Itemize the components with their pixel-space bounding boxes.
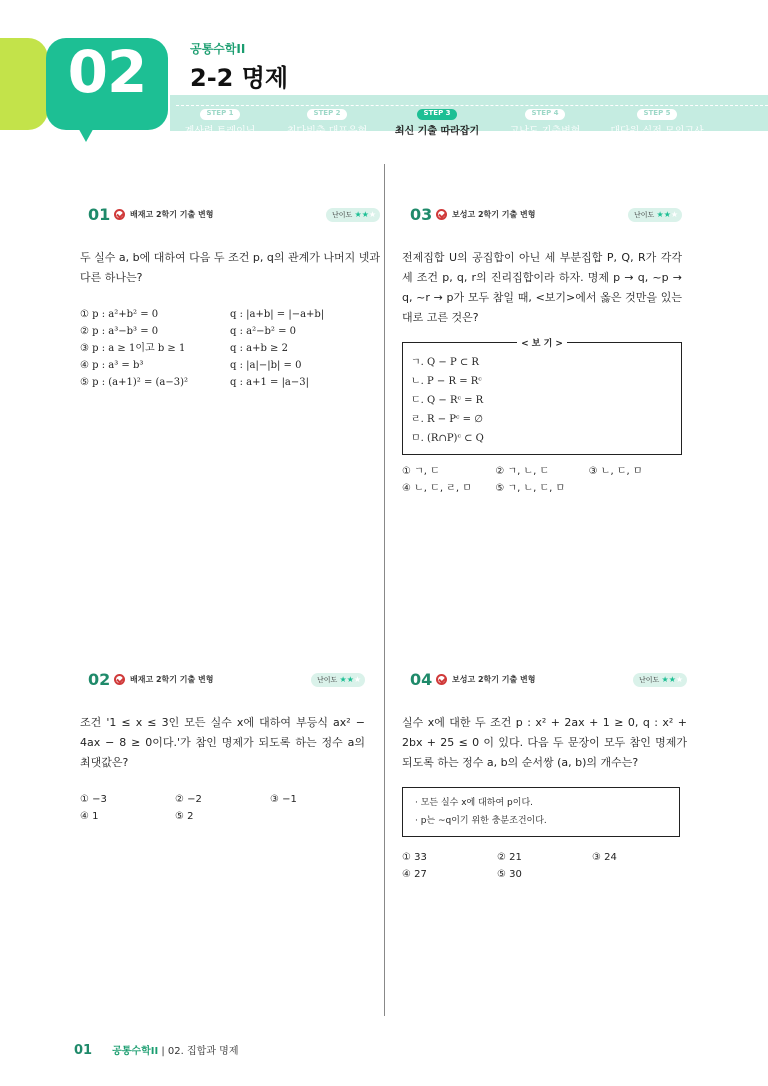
option[interactable]: ⑤ 30: [497, 869, 522, 880]
page-title: 2-2 명제: [190, 64, 289, 92]
answer-options: [402, 463, 682, 497]
difficulty-stars: ★★: [656, 210, 671, 219]
question-text: 실수 x에 대한 두 조건 p : x² + 2ax + 1 ≥ 0, q : x² + 2bx + 25 ≤ 0 이 있다. 다음 두 문장이 모두 참인 명제가 되도록 하는 정수 a, b의 순서쌍 (a, b)의 개수는?: [402, 716, 687, 769]
option-spacer: [589, 480, 682, 497]
check-icon: [114, 209, 125, 220]
bogi-item: ㄹ. R − Pᶜ = ∅: [411, 414, 483, 425]
problem-source: 보성고 2학기 기출 변형: [452, 210, 536, 219]
option-p: ② p : a³−b³ = 0: [80, 326, 159, 337]
option-q: q : a²−b² = 0: [230, 326, 296, 337]
problem-number: 04: [410, 670, 433, 689]
bogi-item: ㄴ. P − R = Rᶜ: [411, 376, 482, 387]
difficulty-badge: [633, 673, 687, 687]
step-label: 최다빈출 대표유형: [286, 126, 368, 137]
page-footer: [74, 1042, 238, 1058]
option[interactable]: ② ㄱ, ㄴ, ㄷ: [495, 466, 550, 477]
star-icon: [355, 210, 377, 219]
problem-04: [402, 670, 687, 883]
problem-number: 03: [410, 205, 433, 224]
problem-header: [402, 670, 687, 691]
question-text: 전제집합 U의 공집합이 아닌 세 부분집합 P, Q, R가 각각 세 조건 p, q, r의 진리집합이라 하자. 명제 p → q, ~p → q, ~r → p가 모두 참일 때, <보기>에서 옳은 것만을 있는 대로 고른 것은?: [402, 251, 682, 324]
difficulty-label: 난이도: [639, 676, 660, 684]
problem-number: 01: [88, 205, 111, 224]
star-icon: [662, 675, 684, 684]
page-number: 01: [74, 1043, 93, 1058]
step-1[interactable]: [165, 100, 275, 137]
bogi-box: [402, 339, 682, 455]
column-divider: [384, 164, 385, 1016]
option-row[interactable]: [80, 374, 380, 391]
star-icon: [657, 210, 679, 219]
star-icon: [340, 675, 362, 684]
answer-options: [80, 791, 365, 825]
empty-star-icon: ★: [353, 675, 362, 684]
difficulty-badge: [628, 208, 682, 222]
problem-header: [80, 205, 380, 226]
step-tag: STEP 4: [525, 109, 564, 120]
footer-subject: 공통수학II: [112, 1046, 159, 1057]
bogi-item: ㄱ. Q − P ⊂ R: [411, 357, 479, 368]
option[interactable]: ② −2: [175, 794, 202, 805]
step-tag: STEP 3: [417, 109, 456, 120]
bogi-item: ㅁ. (R∩P)ᶜ ⊂ Q: [411, 433, 484, 444]
problem-source: 보성고 2학기 기출 변형: [452, 675, 536, 684]
option-row[interactable]: [80, 306, 380, 323]
step-tag: STEP 5: [637, 109, 676, 120]
condition-item: · 모든 실수 x에 대하여 p이다.: [415, 798, 534, 808]
difficulty-badge: [311, 673, 365, 687]
condition-box: [402, 787, 680, 837]
check-icon: [114, 674, 125, 685]
problem-source: 배재고 2학기 기출 변형: [130, 210, 214, 219]
difficulty-badge: [326, 208, 380, 222]
step-4[interactable]: [490, 100, 600, 137]
option-p: ③ p : a ≥ 1이고 b ≥ 1: [80, 343, 186, 354]
option[interactable]: ④ 1: [80, 811, 99, 822]
step-2[interactable]: [272, 100, 382, 137]
option-p: ⑤ p : (a+1)² = (a−3)²: [80, 377, 189, 388]
question-text: 두 실수 a, b에 대하여 다음 두 조건 p, q의 관계가 나머지 넷과 다른 하나는?: [80, 251, 380, 284]
difficulty-stars: ★★: [661, 675, 676, 684]
problem-02: [80, 670, 365, 825]
option[interactable]: ④ 27: [402, 869, 427, 880]
bogi-title: [403, 336, 681, 349]
option-spacer: [270, 808, 365, 825]
option-row[interactable]: [80, 323, 380, 340]
option[interactable]: ③ −1: [270, 794, 297, 805]
option[interactable]: ⑤ 2: [175, 811, 194, 822]
difficulty-stars: ★★: [354, 210, 369, 219]
option-q: q : a+b ≥ 2: [230, 343, 288, 354]
question-text: 조건 '1 ≤ x ≤ 3인 모든 실수 x에 대하여 부등식 ax² − 4ax − 8 ≥ 0이다.'가 참인 명제가 되도록 하는 정수 a의 최댓값은?: [80, 716, 365, 769]
step-tag: STEP 1: [200, 109, 239, 120]
bogi-item: ㄷ. Q − Rᶜ = R: [411, 395, 484, 406]
option[interactable]: ③ 24: [592, 852, 617, 863]
problem-source: 배재고 2학기 기출 변형: [130, 675, 214, 684]
answer-options: [402, 849, 687, 883]
check-icon: [436, 674, 447, 685]
problem-header: [80, 670, 365, 691]
option-q: q : a+1 = |a−3|: [230, 377, 310, 388]
step-label: 고난도 기출변형: [509, 126, 581, 137]
difficulty-label: 난이도: [332, 211, 353, 219]
difficulty-label: 난이도: [317, 676, 338, 684]
step-label: 계산력 트레이닝: [184, 126, 256, 137]
option[interactable]: ④ ㄴ, ㄷ, ㄹ, ㅁ: [402, 483, 472, 494]
option-row[interactable]: [80, 357, 380, 374]
option-q: q : |a+b| = |−a+b|: [230, 309, 325, 320]
option[interactable]: ① −3: [80, 794, 107, 805]
step-label: 대단원 실전 모의고사: [610, 126, 704, 137]
chapter-number: 02: [67, 38, 147, 106]
option-p: ① p : a²+b² = 0: [80, 309, 159, 320]
side-tab-accent: [0, 38, 48, 130]
bogi-title-text: < 보 기 >: [517, 339, 567, 349]
step-5[interactable]: [602, 100, 712, 137]
problem-01: [80, 205, 380, 391]
empty-star-icon: ★: [670, 210, 679, 219]
option[interactable]: ⑤ ㄱ, ㄴ, ㄷ, ㅁ: [495, 483, 566, 494]
subject-label: 공통수학II: [190, 42, 246, 56]
problem-number: 02: [88, 670, 111, 689]
difficulty-stars: ★★: [339, 675, 354, 684]
step-3[interactable]: [382, 100, 492, 137]
option[interactable]: ① 33: [402, 852, 427, 863]
problem-03: [402, 205, 682, 497]
answer-options: [80, 306, 380, 391]
difficulty-label: 난이도: [634, 211, 655, 219]
step-tag: STEP 2: [307, 109, 346, 120]
option-row[interactable]: [80, 340, 380, 357]
empty-star-icon: ★: [675, 675, 684, 684]
problem-header: [402, 205, 682, 226]
footer-chapter: | 02. 집합과 명제: [158, 1046, 239, 1057]
step-label: 최신 기출 따라잡기: [394, 126, 480, 137]
option-spacer: [592, 866, 687, 883]
empty-star-icon: ★: [368, 210, 377, 219]
option-q: q : |a|−|b| = 0: [230, 360, 302, 371]
option[interactable]: ③ ㄴ, ㄷ, ㅁ: [588, 466, 643, 477]
option[interactable]: ① ㄱ, ㄷ: [402, 466, 440, 477]
check-icon: [436, 209, 447, 220]
option[interactable]: ② 21: [497, 852, 522, 863]
condition-item: · p는 ~q이기 위한 충분조건이다.: [415, 816, 547, 826]
option-p: ④ p : a³ = b³: [80, 360, 144, 371]
